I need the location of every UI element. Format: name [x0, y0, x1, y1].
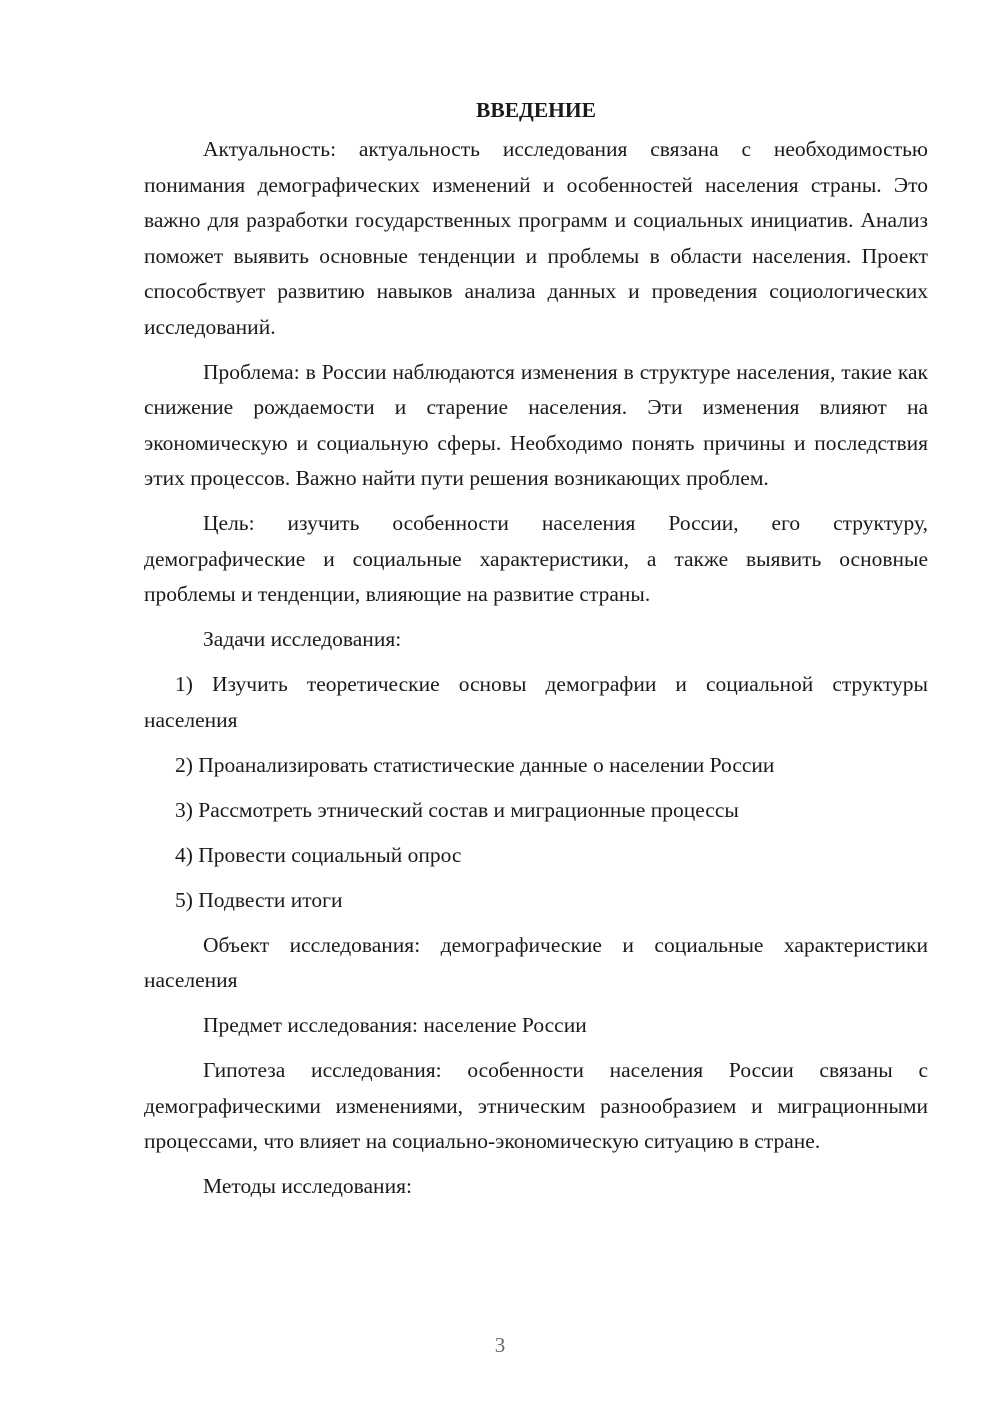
- section-title: ВВЕДЕНИЕ: [476, 98, 596, 122]
- page-number: 3: [494, 1333, 506, 1357]
- methods-heading: Методы исследования:: [203, 1174, 412, 1198]
- tasks-heading: Задачи исследования:: [203, 627, 402, 651]
- paragraph-goal: Цель: изучить особенности населения России, его структуру, демографические и социальные характеристики, а также выявить основные проблемы и тенденции, влияющие на развитие страны.: [144, 511, 928, 606]
- paragraph-hypothesis: Гипотеза исследования: особенности населения России связаны с демографическими изменениями, этническим разнообразием и миграционными процессами, что влияет на социально-экономическую ситуацию в стране.: [144, 1058, 928, 1153]
- paragraph-object: Объект исследования: демографические и социальные характеристики населения: [144, 932, 928, 992]
- document-page: [144, 96, 928, 1214]
- task-item-3: 3) Рассмотреть этнический состав и миграционные процессы: [175, 797, 739, 822]
- task-item-4: 4) Провести социальный опрос: [175, 842, 462, 867]
- task-item-2: 2) Проанализировать статистические данные о населении России: [175, 752, 775, 777]
- paragraph-subject: Предмет исследования: население России: [203, 1013, 587, 1037]
- paragraph-relevance: Актуальность: актуальность исследования связана с необходимостью понимания демографических изменений и особенностей населения страны. Это важно для разработки государственных программ и социальных инициатив. Анализ поможет выявить основные тенденции и проблемы в области населения. Проект способствует развитию навыков анализа данных и проведения социологических исследований.: [144, 137, 928, 339]
- task-item-5: 5) Подвести итоги: [175, 887, 343, 912]
- paragraph-problem: Проблема: в России наблюдаются изменения в структуре населения, такие как снижение рождаемости и старение населения. Эти изменения влияют на экономическую и социальную сферы. Необходимо понять причины и последствия этих процессов. Важно найти пути решения возникающих проблем.: [144, 359, 928, 490]
- task-item-1: 1) Изучить теоретические основы демографии и социальной структуры населения: [144, 672, 928, 732]
